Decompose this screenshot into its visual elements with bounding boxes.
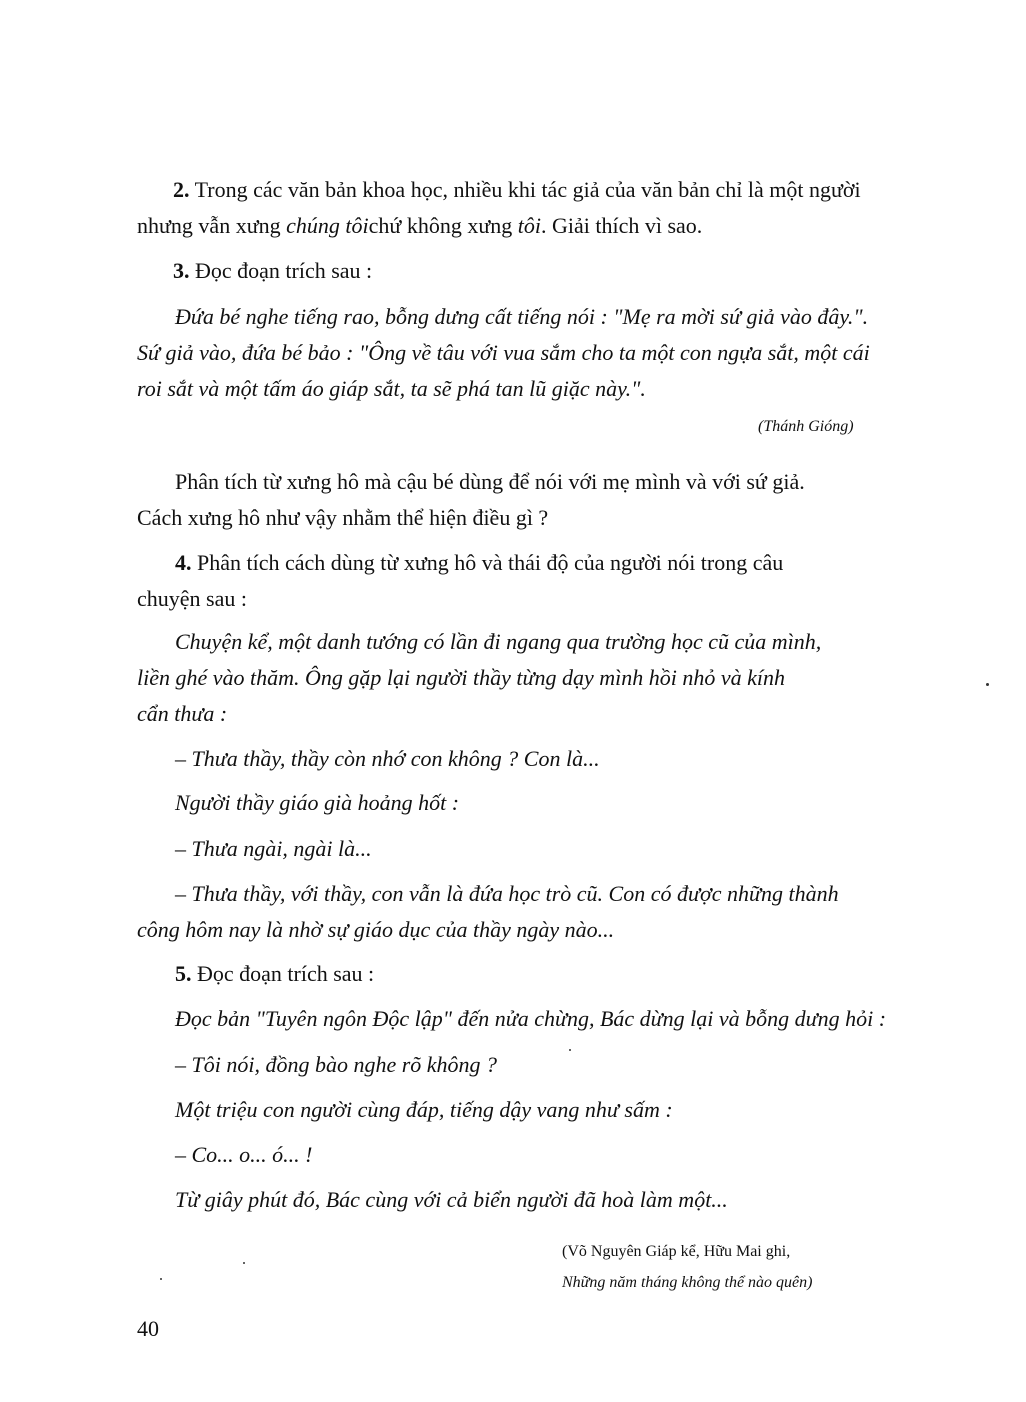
scan-speck [160, 1278, 162, 1280]
scan-speck [986, 683, 989, 686]
q4-story-line-1: Chuyện kể, một danh tướng có lần đi ngang qua trường học cũ của mình, [175, 629, 822, 654]
page-number: 40 [137, 1316, 159, 1341]
q5-excerpt-line-5: Từ giây phút đó, Bác cùng với cả biển người đã hoà làm một... [175, 1187, 728, 1212]
q4-story-line-7: – Thưa thầy, với thầy, con vẫn là đứa học trò cũ. Con có được những thành [175, 881, 839, 906]
q4-number: 4. [175, 550, 192, 575]
scan-speck [243, 1262, 245, 1264]
q5-excerpt-line-2: – Tôi nói, đồng bào nghe rõ không ? [175, 1052, 498, 1077]
q2-number: 2. [173, 177, 190, 202]
q3-question-line-1: Phân tích từ xưng hô mà cậu bé dùng để nói với mẹ mình và với sứ giả. [175, 469, 805, 494]
q4-question-line-2: chuyện sau : [137, 586, 247, 611]
q3-excerpt-line-3: roi sắt và một tấm áo giáp sắt, ta sẽ phá tan lũ giặc này.". [137, 376, 646, 401]
q2-text-e: . Giải thích vì sao. [540, 213, 703, 238]
q5-heading [175, 959, 374, 989]
q5-excerpt-line-1: Đọc bản "Tuyên ngôn Độc lập" đến nửa chừng, Bác dừng lại và bỗng dưng hỏi : [175, 1006, 887, 1031]
q5-source-line-1: (Võ Nguyên Giáp kể, Hữu Mai ghi, [562, 1243, 791, 1260]
scan-speck [569, 1049, 571, 1051]
q5-source-line-2: Những năm tháng không thể nào quên) [562, 1274, 813, 1291]
q3-heading-text: Đọc đoạn trích sau : [195, 258, 373, 283]
q3-excerpt-line-2: Sứ giả vào, đứa bé bảo : "Ông về tâu với vua sắm cho ta một con ngựa sắt, một cái [137, 340, 870, 365]
q4-story-line-8: công hôm nay là nhờ sự giáo dục của thầy ngày nào... [137, 917, 615, 942]
q3-number: 3. [173, 258, 190, 283]
q2-line-1 [173, 175, 861, 205]
q2-text-toi: tôi [517, 213, 541, 238]
q4-story-line-6: – Thưa ngài, ngài là... [175, 836, 372, 861]
q5-heading-text: Đọc đoạn trích sau : [197, 961, 375, 986]
q3-excerpt-line-1: Đứa bé nghe tiếng rao, bỗng dưng cất tiếng nói : "Mẹ ra mời sứ giả vào đây.". [175, 304, 869, 329]
q2-text-c: chứ không xưng [368, 213, 513, 238]
q5-excerpt-line-3: Một triệu con người cùng đáp, tiếng dậy vang như sấm : [175, 1097, 673, 1122]
q3-heading [173, 256, 372, 286]
q2-line-2 [137, 211, 702, 241]
q4-question-line-1 [175, 548, 783, 578]
q4-story-line-4: – Thưa thầy, thầy còn nhớ con không ? Con là... [175, 746, 600, 771]
q3-source: (Thánh Gióng) [758, 418, 854, 435]
q2-text-line-1: Trong các văn bản khoa học, nhiều khi tác giả của văn bản chỉ là một người [194, 177, 861, 202]
q2-text-a: nhưng vẫn xưng [137, 213, 281, 238]
q5-excerpt-line-4: – Co... o... ó... ! [175, 1142, 313, 1167]
q5-number: 5. [175, 961, 192, 986]
q4-story-line-2: liền ghé vào thăm. Ông gặp lại người thầy từng dạy mình hồi nhỏ và kính [137, 665, 785, 690]
q2-text-chung-toi: chúng tôi [286, 213, 369, 238]
q4-story-line-3: cẩn thưa : [137, 701, 228, 726]
q3-question-line-2: Cách xưng hô như vậy nhằm thể hiện điều gì ? [137, 505, 549, 530]
q4-story-line-5: Người thầy giáo già hoảng hốt : [175, 790, 460, 815]
q4-question-text-1: Phân tích cách dùng từ xưng hô và thái độ của người nói trong câu [197, 550, 784, 575]
